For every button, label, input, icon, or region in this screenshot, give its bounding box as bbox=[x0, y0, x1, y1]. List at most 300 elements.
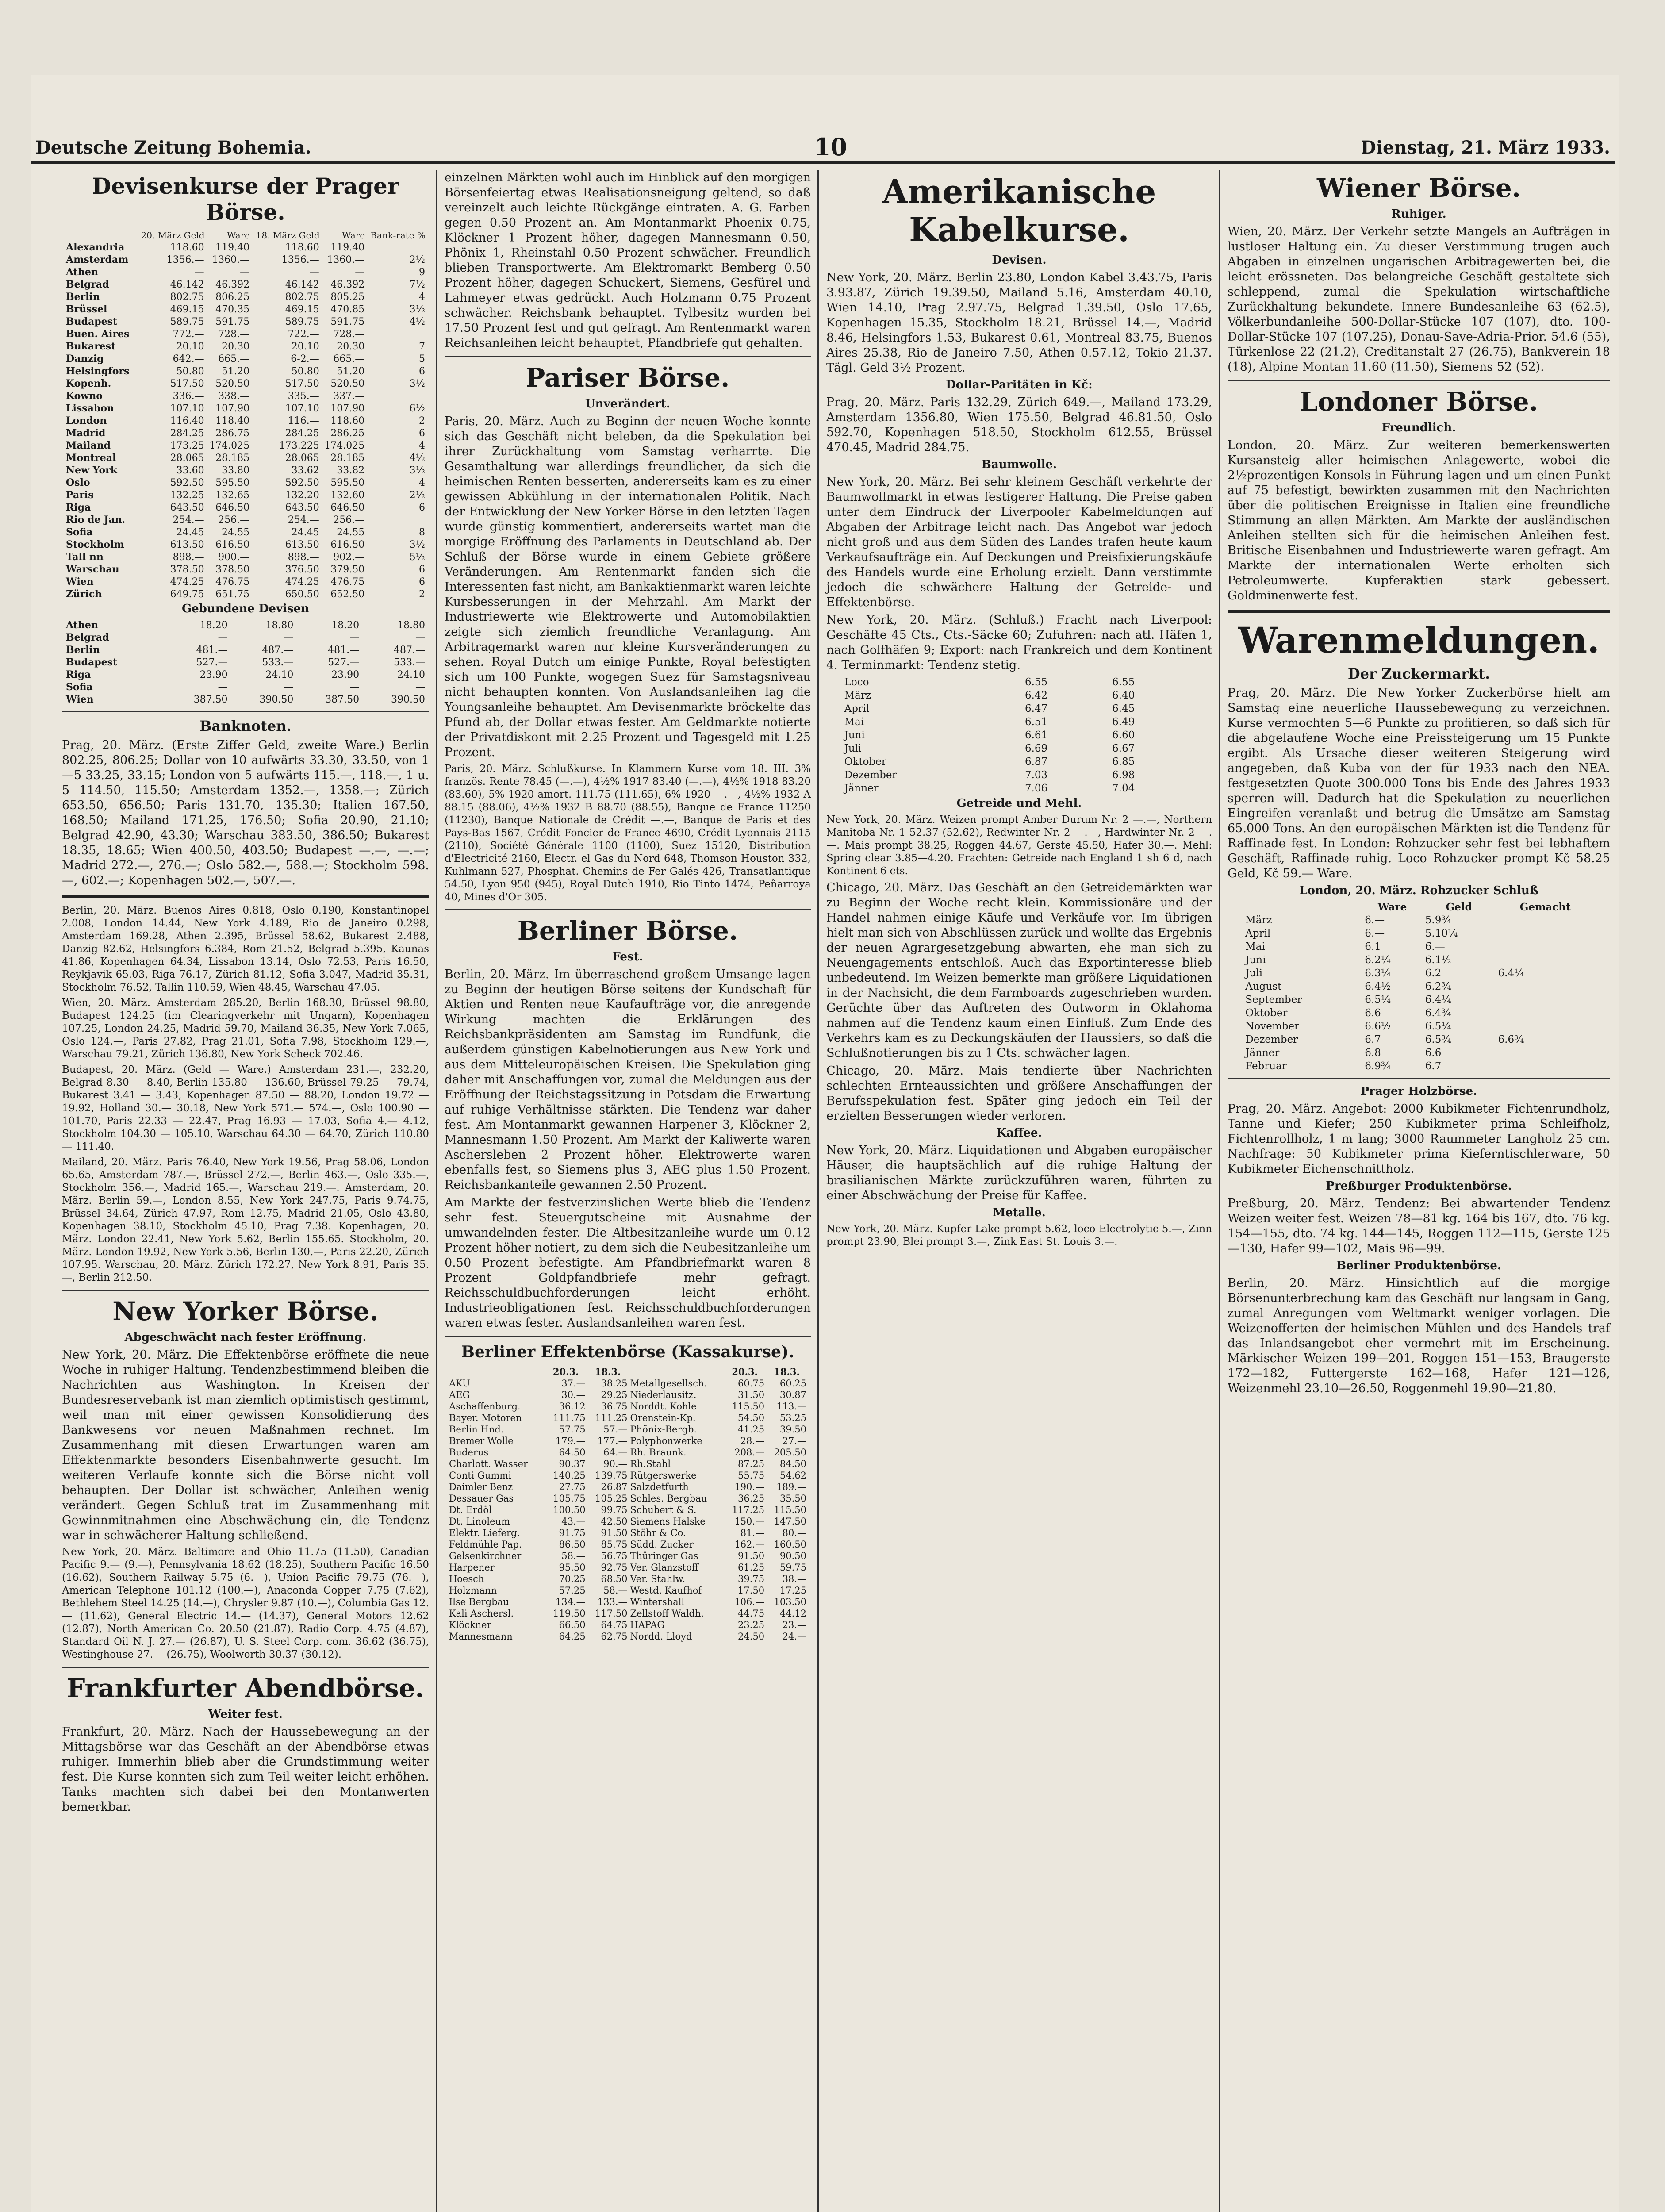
table-cell: 118.60 bbox=[330, 415, 365, 426]
col-header: Geld bbox=[1446, 901, 1472, 913]
table-cell: 42.50 bbox=[601, 1516, 628, 1527]
berlin-devisen-text: Berlin, 20. März. Buenos Aires 0.818, Oslo 0.190, Konstantinopel 2.008, London 14.44, New York 4.189, Rio de Janeiro 0.298, Amsterdam 169.28, Athen 2.395, Brüssel 58.62, Bukarest 2.488, Danzig 82.62, Helsingfors 6.384, Rom 21.52, Belgrad 5.395, Kaunas 41.86, Kopenhagen 64.34, Lissabon 13.14, Oslo 72.53, Paris 16.50, Reykjavik 65.03, Riga 76.17, Zürich 81.12, Sofia 3.047, Madrid 35.31, Stockholm 76.52, Tallin 110.59, Wien 48.45, Warschau 47.05. bbox=[62, 905, 429, 993]
table-cell: 18.80 bbox=[265, 619, 294, 631]
table-cell: 132.65 bbox=[215, 489, 250, 501]
table-cell: 84.50 bbox=[779, 1459, 807, 1469]
table-cell: Westd. Kaufhof bbox=[630, 1585, 702, 1596]
table-cell: 28.065 bbox=[170, 452, 204, 464]
kaffee-text: New York, 20. März. Liquidationen und Abgaben europäischer Häuser, die hauptsächlich auf die ruhige Haltung der brasilianischen Märkte zurückzuführen waren, führten zu einer Abschwächung der Preise für Kaffee. bbox=[826, 1144, 1212, 1202]
table-cell: 284.25 bbox=[170, 427, 204, 439]
table-cell: 26.87 bbox=[601, 1482, 628, 1492]
col-header: 18.3. bbox=[595, 1366, 621, 1377]
table-cell: Athen bbox=[66, 619, 98, 631]
table-cell: Norddt. Kohle bbox=[630, 1401, 697, 1412]
page-number: 10 bbox=[814, 133, 848, 161]
table-cell: 6-2.— bbox=[291, 353, 319, 365]
table-row bbox=[65, 365, 426, 377]
table-row bbox=[65, 402, 426, 415]
table-cell: 116.40 bbox=[170, 415, 204, 426]
table-cell: Mannesmann bbox=[449, 1631, 513, 1642]
table-cell: 4 bbox=[419, 291, 425, 303]
table-cell: 44.12 bbox=[779, 1608, 807, 1619]
table-row bbox=[65, 353, 426, 365]
table-cell: 2½ bbox=[409, 254, 425, 265]
table-cell: 6.61 bbox=[1024, 730, 1048, 741]
table-cell: 134.— bbox=[555, 1597, 586, 1607]
table-cell: 481.— bbox=[328, 644, 360, 656]
table-row bbox=[1243, 1033, 1595, 1046]
table-cell: 139.75 bbox=[595, 1470, 628, 1481]
table-row bbox=[65, 476, 426, 489]
table-cell: November bbox=[1245, 1021, 1299, 1032]
table-cell: 6.98 bbox=[1112, 769, 1135, 781]
table-cell bbox=[1496, 1020, 1595, 1033]
table-cell: 527.— bbox=[328, 657, 360, 668]
effekten-table bbox=[448, 1366, 808, 1642]
table-cell: Schubert & S. bbox=[630, 1505, 697, 1515]
table-cell: 2½ bbox=[409, 489, 425, 501]
table-cell: 28.065 bbox=[285, 452, 319, 464]
table-cell: Wintershall bbox=[630, 1597, 685, 1607]
table-cell: Ver. Stahlw. bbox=[630, 1574, 686, 1584]
table-cell: 284.25 bbox=[285, 427, 319, 439]
table-row bbox=[65, 303, 426, 315]
table-row bbox=[65, 501, 426, 514]
table-cell: 802.75 bbox=[285, 291, 319, 303]
table-cell: 179.— bbox=[555, 1436, 586, 1446]
table-cell: 36.12 bbox=[559, 1401, 586, 1412]
table-cell: Schles. Bergbau bbox=[630, 1493, 707, 1504]
table-cell: Ver. Glanzstoff bbox=[630, 1562, 698, 1573]
table-cell: 802.75 bbox=[170, 291, 204, 303]
table-row bbox=[842, 755, 1197, 768]
table-cell: 898.— bbox=[288, 551, 319, 563]
table-cell: Dessauer Gas bbox=[449, 1493, 514, 1504]
table-cell: 58.— bbox=[603, 1585, 628, 1596]
table-cell: 533.— bbox=[262, 657, 294, 668]
table-cell: Dt. Erdöl bbox=[449, 1505, 492, 1515]
table-cell: 44.75 bbox=[737, 1608, 765, 1619]
table-cell: 57.— bbox=[603, 1424, 628, 1435]
table-cell: 51.20 bbox=[337, 365, 365, 377]
table-cell: — bbox=[415, 632, 425, 643]
table-cell: 160.50 bbox=[774, 1539, 807, 1550]
table-row bbox=[65, 551, 426, 563]
table-cell: 390.50 bbox=[391, 694, 425, 705]
table-cell: 665.— bbox=[333, 353, 365, 365]
table-cell: 81.— bbox=[740, 1528, 765, 1538]
table-cell: 111.75 bbox=[553, 1413, 586, 1423]
wien-sub: Ruhiger. bbox=[1391, 207, 1446, 221]
col-header: Ware bbox=[1377, 901, 1407, 913]
table-cell: Nordd. Lloyd bbox=[630, 1631, 692, 1642]
table-row bbox=[448, 1550, 808, 1562]
table-cell: 6.4¼ bbox=[1425, 994, 1451, 1006]
col-header: Ware bbox=[342, 230, 365, 241]
table-row bbox=[448, 1596, 808, 1608]
table-cell: 6.60 bbox=[1112, 730, 1135, 741]
table-cell: 595.50 bbox=[330, 477, 365, 488]
table-cell: 105.25 bbox=[595, 1493, 628, 1504]
column-2 bbox=[440, 170, 815, 2212]
table-cell: 70.25 bbox=[559, 1574, 586, 1584]
table-cell: 177.— bbox=[597, 1436, 628, 1446]
table-cell bbox=[1496, 1046, 1595, 1060]
table-cell: 256.— bbox=[333, 514, 365, 526]
table-cell: 517.50 bbox=[170, 378, 204, 389]
table-cell: 24.10 bbox=[265, 669, 294, 680]
table-cell: Ilse Bergbau bbox=[449, 1597, 509, 1607]
table-cell: 476.75 bbox=[330, 576, 365, 588]
table-row bbox=[65, 328, 426, 340]
paris-text: Paris, 20. März. Auch zu Beginn der neuen Woche konnte sich das Geschäft nicht beleben, da die Spekulation bei ihrer Zurückhaltung vom Samstag verharrte. Die Gesamthaltung war allerdings freundlicher, da sich die heimischen Renten besserten, andererseits kam es zu einer gewissen Abkühlung in der internationalen Politik. Nach der Entwicklung der New Yorker Börse in den letzten Tagen wurde günstig kommentiert, andererseits wartet man die morgige Eröffnung des Parlaments in Deutschland ab. Der Schluß der Börse wurde in einem Gebiete größere Veränderungen. Am Rentenmarkt fanden sich die Interessenten fast nicht, am Bankaktienmarkt waren leichte Kursbesserungen in der Mehrzahl. Am Markt der Industriewerte wie Elektrowerte und Automobilaktien zeigte sich ziemlich freundliche Veranlagung. Am Arbitragemarkt waren nur kleine Kursveränderungen zu sehen. Royal Dutch um einige Punkte, Royal befestigten sich um 100 Punkte, wogegen Suez für Samstagsniveau nicht behaupten konnten. Von Auslandsanleihen lag die Youngsanleihe behauptet. Am Devisenmarkte bröckelte das Pfund ab, der Dollar etwas fester. Am Geldmarkte notierte der Privatdiskont mit 2.25 Prozent und Tagesgeld mit 1.25 Prozent. bbox=[445, 415, 811, 759]
table-cell: Oktober bbox=[844, 756, 886, 768]
table-cell: 722.— bbox=[288, 328, 319, 340]
table-cell: 64.— bbox=[603, 1447, 628, 1458]
table-row bbox=[448, 1562, 808, 1573]
table-cell: 387.50 bbox=[325, 694, 360, 705]
table-row bbox=[65, 464, 426, 476]
table-cell: 7.03 bbox=[1024, 769, 1048, 781]
other-devisen-text: Mailand, 20. März. Paris 76.40, New York 19.56, Prag 58.06, London 65.65, Amsterdam 787.—, Brüssel 272.—, Berlin 463.—, Oslo 335.—, Stockholm 356.—, Madrid 165.—, Warschau 219.—. Amsterdam, 20. März. Berlin 59.—, London 8.55, New York 247.75, Paris 9.74.75, Brüssel 34.64, Zürich 47.97, Rom 12.75, Madrid 21.05, Oslo 43.80, Kopenhagen 38.10, Stockholm 45.10, Prag 7.38. Kopenhagen, 20. März. London 22.41, New York 5.62, Berlin 155.65. Stockholm, 20. März. London 19.92, New York 5.56, Berlin 130.—, Paris 22.20, Zürich 107.95. Warschau, 20. März. Zürich 172.27, New York 8.91, Paris 35.—, Berlin 212.50. bbox=[62, 1156, 429, 1283]
column-divider bbox=[1219, 170, 1220, 2212]
table-row bbox=[65, 241, 426, 253]
table-cell: Buen. Aires bbox=[66, 328, 130, 340]
table-cell: 92.75 bbox=[601, 1562, 628, 1573]
table-cell: 6.5¼ bbox=[1425, 1021, 1451, 1032]
table-cell: Oktober bbox=[1245, 1007, 1288, 1019]
pressburg-text: Preßburg, 20. März. Tendenz: Bei abwartender Tendenz Weizen weiter fest. Weizen 78—81 kg. 164 bis 167, dto. 76 kg. 154—155, dto. 74 kg. 144—145, Roggen 112—115, Gerste 125—130, Hafer 99—102, Mais 96—99. bbox=[1228, 1197, 1610, 1256]
banknoten-text: Prag, 20. März. (Erste Ziffer Geld, zweite Ware.) Berlin 802.25, 806.25; Dollar von 10 aufwärts 33.30, 33.50, von 1—5 33.25, 33.15; London von 5 aufwärts 115.—, 118.—, 1 u. 5 114.50, 115.50; Amsterdam 1352.—, 1358.—; Zürich 653.50, 656.50; Paris 131.70, 135.30; Italien 167.50, 168.50; Mailand 171.25, 176.50; Sofia 20.90, 21.10; Belgrad 42.90, 43.30; Warschau 383.50, 386.50; Bukarest 18.35, 18.65; Wien 400.50, 403.50; Budapest —.—, —.—; Madrid 272.—, 276.—; Oslo 582.—, 588.—; Stockholm 598.—, 602.—; Kopenhagen 502.—, 507.—. bbox=[62, 738, 429, 887]
table-cell: Dezember bbox=[1245, 1034, 1298, 1045]
table-cell: — bbox=[218, 681, 228, 693]
table-row bbox=[65, 668, 426, 681]
london-title: Londoner Börse. bbox=[1300, 387, 1538, 417]
table-cell: Bayer. Motoren bbox=[449, 1413, 522, 1423]
table-cell: 592.50 bbox=[285, 477, 319, 488]
devisen-title: Devisenkurse der Prager Börse. bbox=[92, 173, 399, 225]
table-cell: 256.— bbox=[218, 514, 250, 526]
table-cell: Kowno bbox=[66, 390, 103, 402]
table-cell: 51.20 bbox=[222, 365, 250, 377]
table-cell: — bbox=[309, 266, 319, 278]
table-cell: 728.— bbox=[218, 328, 250, 340]
table-cell: 476.75 bbox=[215, 576, 250, 588]
table-row bbox=[448, 1608, 808, 1619]
page-header bbox=[31, 133, 1615, 159]
table-cell: 173.225 bbox=[279, 440, 319, 451]
table-cell: 66.50 bbox=[559, 1620, 586, 1630]
market-continuation-text: einzelnen Märkten wohl auch im Hinblick auf den morgigen Börsenfeiertag etwas Realisationsneigung geltend, so daß vereinzelt auch leichte Rückgänge eintraten. A. G. Farben gegen 0.50 Prozent an. Am Montanmarkt Phoenix 0.75, Klöckner 1 Prozent höher, dagegen Mannesmann 0.50, Phönix 1, Rheinstahl 0.50 Prozent schwächer. Freundlich blieben Transportwerte. Am Elektromarkt Bemberg 0.50 Prozent höher, dagegen Schuckert, Siemens, Gesfürel und Lahmeyer etwas gedrückt. Auch Holzmann 0.75 Prozent schwächer. Reichsbank behauptet. Tylbesitz wurden bei 17.50 Prozent fest und gut gefragt. Am Rentenmarkt waren Reichsanleihen leicht behauptet, Pfandbriefe gut gehalten. bbox=[445, 171, 811, 350]
table-cell: Juni bbox=[1245, 954, 1266, 966]
table-cell: Oslo bbox=[66, 477, 90, 488]
table-cell: 20.30 bbox=[222, 341, 250, 352]
table-row bbox=[842, 742, 1197, 755]
table-cell: 7 bbox=[419, 341, 425, 352]
table-cell: London bbox=[66, 415, 107, 426]
table-row bbox=[65, 619, 426, 631]
table-row bbox=[65, 415, 426, 427]
table-cell: Stöhr & Co. bbox=[630, 1528, 686, 1538]
table-cell: 36.25 bbox=[737, 1493, 765, 1504]
table-cell: 117.25 bbox=[732, 1505, 765, 1515]
table-cell: — bbox=[194, 266, 204, 278]
table-row bbox=[65, 681, 426, 693]
col-header: 18.3. bbox=[774, 1366, 800, 1377]
table-cell: 4½ bbox=[409, 316, 425, 327]
table-cell: 6.1½ bbox=[1425, 954, 1451, 966]
paritaet-sub: Dollar-Paritäten in Kč: bbox=[946, 378, 1093, 392]
frankfurt-title: Frankfurter Abendbörse. bbox=[67, 1673, 424, 1703]
table-cell: Belgrad bbox=[66, 632, 109, 643]
table-cell: 469.15 bbox=[170, 303, 204, 315]
table-cell: 6.6 bbox=[1425, 1047, 1442, 1059]
table-cell: Harpener bbox=[449, 1562, 495, 1573]
table-cell: 6.69 bbox=[1024, 743, 1048, 754]
table-cell: 173.25 bbox=[170, 440, 204, 451]
col-header: Gemacht bbox=[1519, 901, 1571, 913]
table-cell: 5.10¼ bbox=[1425, 928, 1458, 939]
table-cell: 205.50 bbox=[774, 1447, 807, 1458]
berlin-produkten-text: Berlin, 20. März. Hinsichtlich auf die morgige Börsenunterbrechung kam das Geschäft nur langsam in Gang, zumal Anregungen vom Weltmarkt weniger vorlagen. Die Weizenofferten der heimischen Mühlen und des Handels traf das Inlandsangebot eher vermehrt mit im Erscheinung. Märkischer Weizen 199—201, Roggen 151—153, Braugerste 172—182, Futtergerste 162—168, Hafer 121—126, Weizenmehl 23.10—26.50, Roggenmehl 19.90—21.80. bbox=[1228, 1276, 1610, 1395]
table-cell: Madrid bbox=[66, 427, 106, 439]
table-cell: 33.82 bbox=[337, 465, 365, 476]
table-cell: Berlin bbox=[66, 291, 100, 303]
table-cell: 95.50 bbox=[559, 1562, 586, 1573]
table-cell: 469.15 bbox=[285, 303, 319, 315]
table-cell: 91.50 bbox=[737, 1551, 765, 1561]
table-cell: 1360.— bbox=[327, 254, 365, 265]
table-cell: 24.45 bbox=[291, 526, 319, 538]
devisen-sub: Devisen. bbox=[992, 253, 1047, 267]
table-cell: Dt. Linoleum bbox=[449, 1516, 510, 1527]
table-cell: Februar bbox=[1245, 1060, 1287, 1072]
table-cell: 6.— bbox=[1365, 928, 1385, 939]
table-cell: Sofia bbox=[66, 681, 93, 693]
table-cell: 336.— bbox=[173, 390, 204, 402]
table-cell: 806.25 bbox=[215, 291, 250, 303]
table-cell: 286.75 bbox=[215, 427, 250, 439]
table-cell: 56.75 bbox=[601, 1551, 628, 1561]
table-cell: 132.60 bbox=[330, 489, 365, 501]
table-cell: 6.45 bbox=[1112, 703, 1135, 714]
table-row bbox=[448, 1389, 808, 1401]
table-cell: Siemens Halske bbox=[630, 1516, 706, 1527]
table-cell: 254.— bbox=[288, 514, 319, 526]
table-cell: 24.50 bbox=[737, 1631, 765, 1642]
table-cell: 1356.— bbox=[166, 254, 204, 265]
table-cell: 31.50 bbox=[737, 1390, 765, 1400]
table-cell: 470.35 bbox=[215, 303, 250, 315]
table-cell bbox=[1496, 1060, 1595, 1073]
table-cell: 6 bbox=[419, 427, 425, 439]
table-cell: 23.90 bbox=[331, 669, 360, 680]
gebundene-table bbox=[65, 619, 426, 706]
table-cell: Elektr. Lieferg. bbox=[449, 1528, 520, 1538]
table-cell: 900.— bbox=[218, 551, 250, 563]
table-cell: 3½ bbox=[409, 539, 425, 550]
table-cell: 646.50 bbox=[215, 502, 250, 513]
wien-text: Wien, 20. März. Der Verkehr setzte Mangels an Aufträgen in lustloser Haltung ein. Zu dieser Verstimmung trugen auch Abgaben in einzelnen ungarischen Arbitragewerten bei, die leicht erössneten. Das belangreiche Geschäft gestaltete sich schleppend, zumal die Spekulation wirtschaftliche Zurückhaltung bekundete. Innere Bundesanleihe 63 (62.5), Völkerbundanleihe 500-Dollar-Stücke 107 (107), dto. 100-Dollar-Stücke 107 (107.25), Donau-Save-Adria-Prior. 54.6 (55), Türkenlose 22 (21.2), Creditanstalt 27 (26.75), Bankverein 18 (18), Alpine Montan 11.60 (11.50), Siemens 52 (52). bbox=[1228, 225, 1610, 374]
table-row bbox=[1243, 980, 1595, 993]
table-cell: 17.50 bbox=[737, 1585, 765, 1596]
table-cell: Rio de Jan. bbox=[66, 514, 126, 526]
table-cell: April bbox=[844, 703, 870, 714]
table-cell: 474.25 bbox=[285, 576, 319, 588]
column-divider bbox=[817, 170, 819, 2212]
table-cell: Mai bbox=[844, 716, 864, 728]
berlin-text: Berlin, 20. März. Im überraschend großem Umsange lagen zu Beginn der heutigen Börse seitens der Kundschaft für Aktien und Renten neue Kaufaufträge vor, die anregende Wirkung machten die Erklärungen des Reichsbankpräsidenten am Samstag im Rundfunk, die außerdem günstigen Kabelnotierungen aus New York und aus dem Mitteleuropäischen Kreisen. Die Spekulation ging daher mit Anschaffungen vor, zumal die Meldungen aus der Eröffnung der Reichstagssitzung in Potsdam die Erwartung auf ruhige Verhältnisse stärkten. Die Tendenz war daher fest. Am Montanmarkt gewannen Harpener 3, Klöckner 2, Mannesmann 1.50 Prozent. Am Markt der Kaliwerte waren Aschersleben 2 Prozent höher. Elektrowerte waren ebenfalls fest, so Siemens plus 3, AEG plus 1.50 Prozent. Reichsbankanteile gewannen 2.50 Prozent. bbox=[445, 968, 811, 1192]
table-cell: 54.62 bbox=[779, 1470, 807, 1481]
table-cell bbox=[1496, 993, 1595, 1006]
table-cell: Budapest bbox=[66, 316, 118, 327]
table-cell: 527.— bbox=[196, 657, 228, 668]
table-cell: 61.25 bbox=[737, 1562, 765, 1573]
table-cell: 60.25 bbox=[779, 1378, 807, 1389]
table-cell: — bbox=[218, 632, 228, 643]
table-row bbox=[65, 439, 426, 452]
table-cell: 6.4½ bbox=[1365, 981, 1391, 992]
table-cell: 338.— bbox=[218, 390, 250, 402]
table-row bbox=[842, 715, 1197, 729]
table-cell: 2 bbox=[419, 588, 425, 600]
zucker-text: Prag, 20. März. Die New Yorker Zuckerbörse hielt am Samstag eine neuerliche Haussebewegung zu verzeichnen. Kurse vermochten 5—6 Punkte zu profitieren, so daß sich für die abgelaufene Woche eine Preissteigerung um 15 Punkte ergibt. Als Ursache dieser weiteren Steigerung wird angegeben, daß Kuba von der für 1933 nach den NEA. festgesetzten Quote 300.000 Tons bis Ende des Jahres 1933 sperren will. Dadurch hat die Spekulation zu neuerlichen Eingreifen veranlaßt und betrug die Umsätze am Samstag 65.000 Tons. An den europäischen Märkten ist die Tendenz für Raffinade fest. In London: Rohzucker sehr fest bei lebhaftem Geschäft, Raffinade ruhig. Loco Rohzucker prompt Kč 58.25 Geld, Kč 59.— Ware. bbox=[1228, 686, 1610, 880]
table-cell: 33.80 bbox=[222, 465, 250, 476]
table-cell: März bbox=[1245, 914, 1272, 926]
table-cell: September bbox=[1245, 994, 1302, 1006]
table-cell: 189.— bbox=[776, 1482, 807, 1492]
table-cell bbox=[365, 390, 426, 402]
table-cell: 20.10 bbox=[291, 341, 319, 352]
table-row bbox=[1243, 1006, 1595, 1020]
table-cell: Berlin bbox=[66, 644, 100, 656]
table-cell: 53.25 bbox=[779, 1413, 807, 1423]
table-row bbox=[65, 576, 426, 588]
table-cell: Wien bbox=[66, 694, 94, 705]
table-row bbox=[65, 427, 426, 439]
london-sugar-title: London, 20. März. Rohzucker Schluß bbox=[1299, 884, 1538, 897]
table-row bbox=[65, 315, 426, 328]
table-cell: 111.25 bbox=[595, 1413, 628, 1423]
table-cell: 117.50 bbox=[595, 1608, 628, 1619]
table-cell: 208.— bbox=[734, 1447, 765, 1458]
table-cell: 6.5¼ bbox=[1365, 994, 1391, 1006]
table-cell: 616.50 bbox=[330, 539, 365, 550]
table-cell: 150.— bbox=[734, 1516, 765, 1527]
table-cell: 20.10 bbox=[176, 341, 204, 352]
issue-date: Dienstag, 21. März 1933. bbox=[1361, 137, 1610, 158]
table-cell: August bbox=[1245, 981, 1282, 992]
table-row bbox=[1243, 914, 1595, 927]
col-header: 20. März Geld bbox=[141, 230, 205, 241]
table-cell: Warschau bbox=[66, 564, 119, 575]
table-row bbox=[842, 782, 1197, 795]
table-cell: 23.— bbox=[782, 1620, 807, 1630]
frankfurt-text: Frankfurt, 20. März. Nach der Haussebewegung an der Mittagsbörse war das Geschäft an der Abendbörse etwas ruhiger. Immerhin blieb aber die Grundstimmung weiter fest. Die Kurse konnten sich zum Teil weiter leicht erhöhen. Tanks machten sich dabei bei den Montanwerten bemerkbar. bbox=[62, 1725, 429, 1814]
table-cell: 87.25 bbox=[737, 1459, 765, 1469]
table-cell: April bbox=[1245, 928, 1271, 939]
table-cell: — bbox=[355, 266, 365, 278]
table-cell: AKU bbox=[449, 1378, 470, 1389]
table-cell: 6.6½ bbox=[1365, 1021, 1391, 1032]
table-cell bbox=[1496, 1006, 1595, 1020]
table-cell: 119.40 bbox=[330, 242, 365, 253]
table-cell: 37.— bbox=[561, 1378, 586, 1389]
table-cell: 29.25 bbox=[601, 1390, 628, 1400]
table-cell: 23.90 bbox=[199, 669, 228, 680]
column-1 bbox=[58, 170, 434, 2212]
paris-quotes: Paris, 20. März. Schlußkurse. In Klammern Kurse vom 18. III. 3% französ. Rente 78.45 (—.—), 4½% 1917 83.40 (—.—), 4½% 1918 83.20 (83.60), 5% 1920 amort. 111.75 (111.65), 6% 1920 —.—, 4½% 1932 A 88.15 (88.06), 4½% 1932 B 88.70 (88.55), Banque de France 11250 (11230), Banque Nationale de Crédit —.—, Banque de Paris et des Pays-Bas 1567, Crédit Foncier de France 4690, Crédit Lyonnais 2115 (2110), Société Générale 1100 (1100), Suez 15120, Distribution d'Electricité 2160, Electr. el Gas du Nord 648, Thomson Houston 332, Kuhlmann 527, Phosphat. Chemins de Fer Galés 426, Transatlantique 54.50, Lyon 950 (945), Royal Dutch 1910, Rio Tinto 1474, Peñarroya 40, Mines d'Or 305. bbox=[445, 763, 811, 903]
table-cell: 728.— bbox=[333, 328, 365, 340]
table-cell: 520.50 bbox=[215, 378, 250, 389]
table-cell: Wien bbox=[66, 576, 94, 588]
table-cell: 6.55 bbox=[1112, 676, 1135, 688]
table-cell: 174.025 bbox=[324, 440, 365, 451]
table-row bbox=[448, 1481, 808, 1493]
table-cell: 46.392 bbox=[330, 279, 365, 290]
table-cell bbox=[1496, 927, 1595, 940]
table-cell: Tall nn bbox=[66, 551, 104, 563]
table-cell: Jänner bbox=[844, 783, 879, 794]
table-cell: 106.— bbox=[734, 1597, 765, 1607]
table-cell: 6.42 bbox=[1024, 690, 1048, 701]
table-cell: 99.75 bbox=[601, 1505, 628, 1515]
getreide-text: New York, 20. März. Weizen prompt Amber Durum Nr. 2 —.—, Northern Manitoba Nr. 1 52.37 (52.62), Redwinter Nr. 2 —.—, Hardwinter Nr. 2 —.—. Mais prompt 38.25, Roggen 44.67, Gerste 45.50, Hafer 30.—. Mehl: Spring clear 3.85—4.20. Frachten: Getreide nach England 1 sh 6 d, nach Kontinent 6 cts. bbox=[826, 814, 1212, 877]
table-cell: 6.51 bbox=[1024, 716, 1048, 728]
table-cell: 64.50 bbox=[559, 1447, 586, 1458]
table-cell: 59.75 bbox=[779, 1562, 807, 1573]
table-row bbox=[448, 1401, 808, 1412]
table-cell: 5½ bbox=[409, 551, 425, 563]
table-cell: 6.1 bbox=[1365, 941, 1381, 952]
table-cell: 470.85 bbox=[330, 303, 365, 315]
table-cell: Salzdetfurth bbox=[630, 1482, 689, 1492]
table-row bbox=[65, 452, 426, 464]
metalle-text: New York, 20. März. Kupfer Lake prompt 5.62, loco Electrolytic 5.—, Zinn prompt 23.90, Blei prompt 3.—, Zink East St. Louis 3.—. bbox=[826, 1223, 1212, 1248]
table-cell: Riga bbox=[66, 502, 91, 513]
berlin-title: Berliner Börse. bbox=[517, 916, 738, 946]
table-cell: 591.75 bbox=[330, 316, 365, 327]
table-cell: 119.40 bbox=[215, 242, 250, 253]
table-cell: 902.— bbox=[333, 551, 365, 563]
chicago-mais-text: Chicago, 20. März. Mais tendierte über Nachrichten schlechten Ernteaussichten und größere Anschaffungen der Berufsspekulation fest. Später ging jedoch ein Teil der erzielten Besserungen wieder verloren. bbox=[826, 1064, 1212, 1123]
table-cell: 6.47 bbox=[1024, 703, 1048, 714]
table-cell: 378.50 bbox=[170, 564, 204, 575]
table-cell: 39.50 bbox=[779, 1424, 807, 1435]
table-cell: Stockholm bbox=[66, 539, 124, 550]
table-row bbox=[65, 253, 426, 266]
table-cell: 8 bbox=[419, 526, 425, 538]
table-cell: 105.75 bbox=[553, 1493, 586, 1504]
table-cell: 665.— bbox=[218, 353, 250, 365]
table-cell: — bbox=[415, 681, 425, 693]
table-cell: Brüssel bbox=[66, 303, 107, 315]
berlin-sub: Fest. bbox=[612, 950, 643, 964]
table-cell: 33.62 bbox=[291, 465, 319, 476]
table-cell: 6.2¼ bbox=[1365, 954, 1391, 966]
berlin-produkten-sub: Berliner Produktenbörse. bbox=[1336, 1259, 1501, 1272]
table-row bbox=[65, 644, 426, 656]
column-3 bbox=[822, 170, 1216, 2212]
table-cell: 46.142 bbox=[170, 279, 204, 290]
table-cell: 6.9¾ bbox=[1365, 1060, 1391, 1072]
table-row bbox=[448, 1447, 808, 1458]
table-cell: 652.50 bbox=[330, 588, 365, 600]
table-row bbox=[65, 266, 426, 278]
table-cell: Feldmühle Pap. bbox=[449, 1539, 522, 1550]
col-header: 20.3. bbox=[552, 1366, 579, 1377]
table-row bbox=[65, 693, 426, 706]
